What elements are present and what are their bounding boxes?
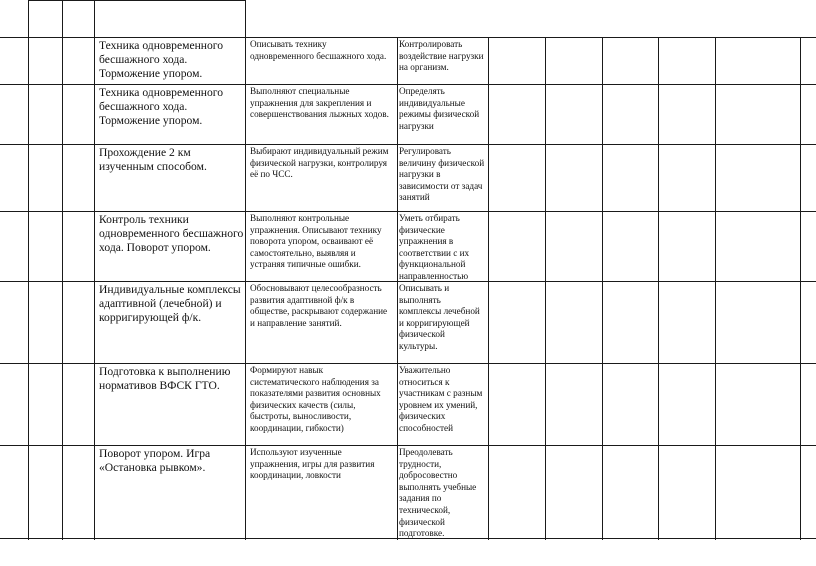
lesson-topic-cell: Контроль техники одновременного бесшажного хода. Поворот упором. — [99, 213, 244, 254]
lesson-topic-cell: Подготовка к выполнению нормативов ВФСК ГТО. — [99, 365, 231, 392]
expected-result-cell: Уметь отбирать физические упражнения в соответствии с их функциональной направленностью — [399, 213, 470, 281]
expected-result-cell: Контролировать воздействие нагрузки на организм. — [399, 39, 484, 73]
column-divider — [545, 37, 546, 540]
column-divider — [800, 37, 801, 540]
column-divider — [94, 0, 95, 540]
lesson-topic-cell: Индивидуальные комплексы адаптивной (лечебной) и корригирующей ф/к. — [99, 283, 241, 324]
column-divider — [602, 37, 603, 540]
column-divider — [28, 0, 29, 540]
column-divider — [488, 37, 489, 540]
table-border-top — [28, 0, 246, 1]
student-activity-cell: Описывать технику одновременного бесшажного хода. — [250, 39, 387, 61]
student-activity-cell: Используют изученные упражнения, игры для развития координации, ловкости — [250, 447, 375, 481]
student-activity-cell: Формируют навык систематического наблюдения за показателями развития основных физических качеств (силы, быстроты, выносливости, координации, гибкости) — [250, 365, 381, 433]
column-divider — [715, 37, 716, 540]
expected-result-cell: Определять индивидуальные режимы физической нагрузки — [399, 86, 480, 131]
expected-result-cell: Преодолевать трудности, добросовестно выполнять учебные задания по технической, физической подготовке. — [399, 447, 477, 538]
lesson-topic-cell: Техника одновременного бесшажного хода. Торможение упором. — [99, 86, 224, 127]
lesson-topic-cell: Техника одновременного бесшажного хода. Торможение упором. — [99, 39, 224, 80]
student-activity-cell: Выбирают индивидуальный режим физической нагрузки, контролируя её по ЧСС. — [250, 146, 389, 180]
column-divider — [658, 37, 659, 540]
expected-result-cell: Регулировать величину физической нагрузки в зависимости от задач занятий — [399, 146, 485, 203]
row-divider — [0, 538, 816, 539]
expected-result-cell: Уважительно относиться к участникам с разным уровнем их умений, физических способностей — [399, 365, 483, 433]
column-divider — [62, 0, 63, 540]
expected-result-cell: Описывать и выполнять комплексы лечебной и корригирующей физической культуры. — [399, 283, 480, 351]
lesson-topic-cell: Прохождение 2 км изученным способом. — [99, 146, 207, 173]
student-activity-cell: Обосновывают целесообразность развития адаптивной ф/к в обществе, раскрывают содержание и направление занятий. — [250, 283, 388, 328]
student-activity-cell: Выполняют специальные упражнения для закрепления и совершенствования лыжных ходов. — [250, 86, 389, 120]
column-divider — [397, 37, 398, 540]
student-activity-cell: Выполняют контрольные упражнения. Описывают технику поворота упором, осваивают её самостоятельно, выявляя и устраняя типичные ошибки. — [250, 213, 382, 270]
column-divider — [245, 0, 246, 540]
lesson-topic-cell: Поворот упором. Игра «Остановка рывком». — [99, 447, 211, 474]
